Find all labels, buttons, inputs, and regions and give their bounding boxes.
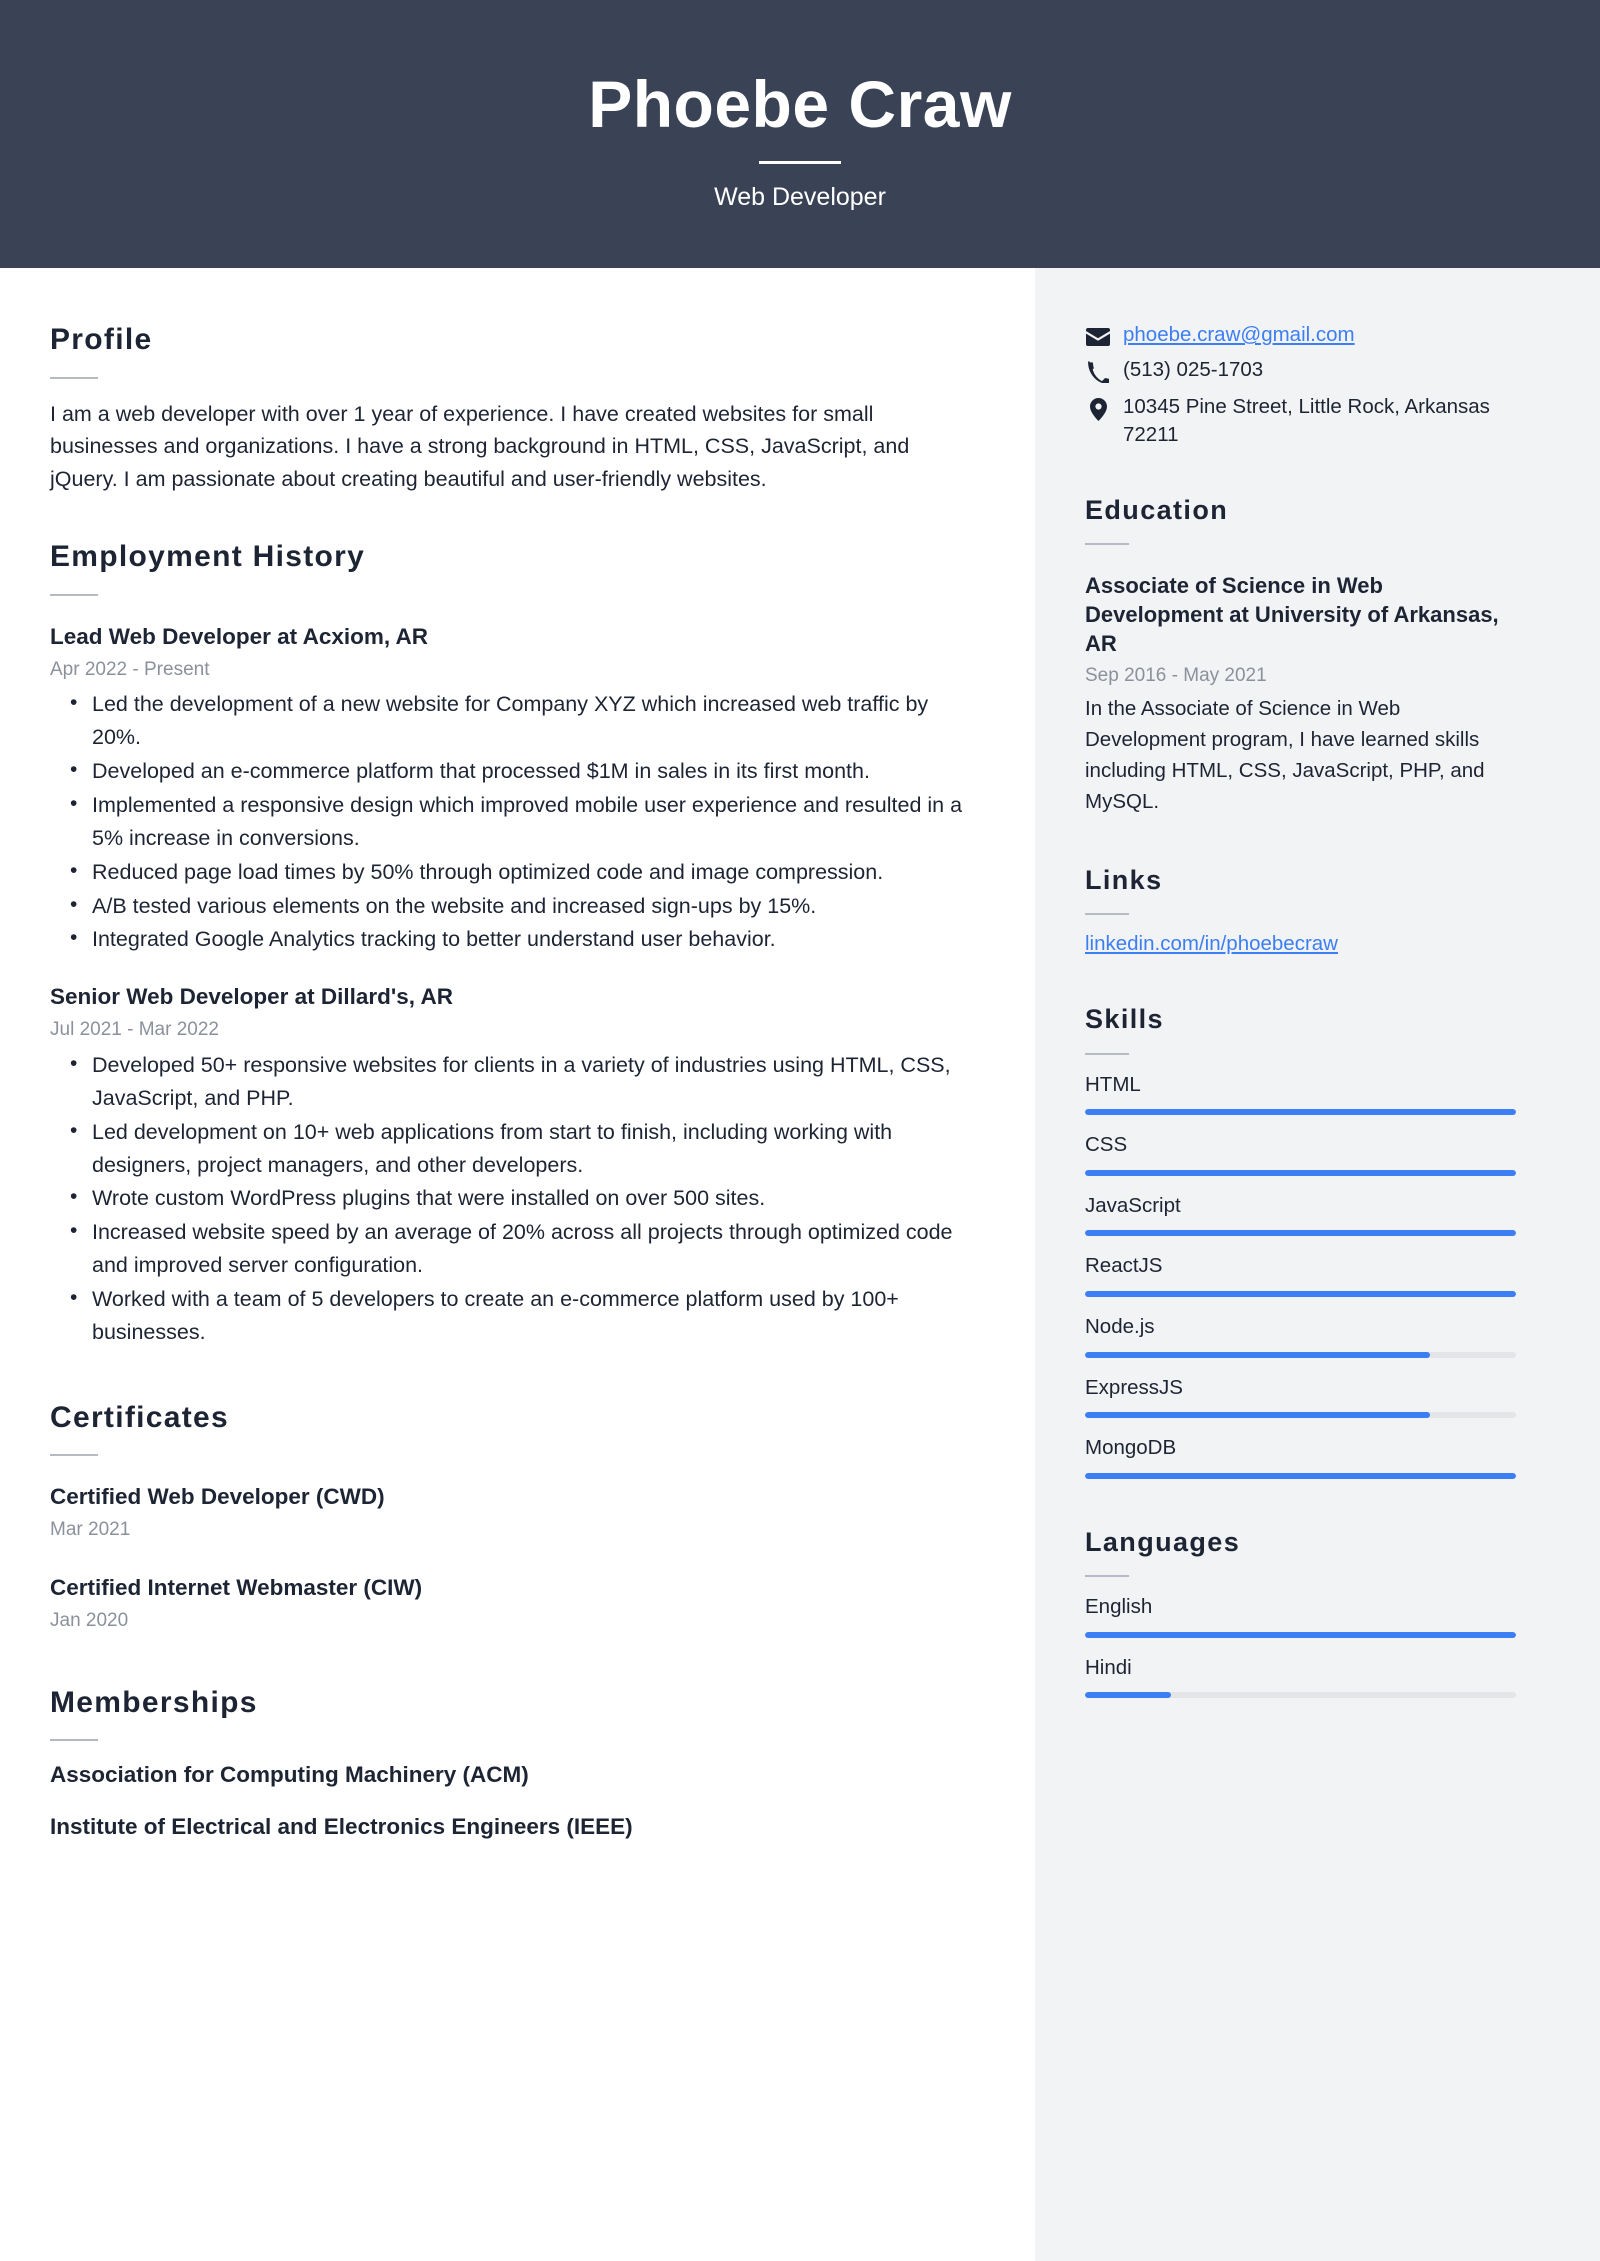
employment-entry <box>50 982 973 1349</box>
section-rule <box>50 1739 98 1741</box>
section-skills <box>1085 1004 1516 1479</box>
envelope-icon <box>1085 323 1111 346</box>
list-item: • Led development on 10+ web applications from start to finish, including working with designers, project managers, and other developers. <box>92 1116 973 1182</box>
profile-text: I am a web developer with over 1 year of experience. I have created websites for small businesses and organizations. I have a strong background in HTML, CSS, JavaScript, and jQuery. I am passionate about creating beautiful and user-friendly websites. <box>50 401 910 492</box>
skill-bar-track <box>1085 1412 1516 1418</box>
skill-item <box>1085 1132 1516 1176</box>
language-item <box>1085 1655 1516 1699</box>
certificate-entry <box>50 1573 973 1634</box>
section-employment-history <box>50 540 973 1349</box>
section-title-memberships: Memberships <box>50 1685 258 1719</box>
language-bar-track <box>1085 1692 1516 1698</box>
certificate-entry <box>50 1482 973 1543</box>
list-item: • Increased website speed by an average of 20% across all projects through optimized code and improved server configuration. <box>92 1216 973 1282</box>
skill-item <box>1085 1072 1516 1116</box>
skill-bar-fill <box>1085 1473 1516 1479</box>
section-education <box>1085 495 1516 818</box>
skill-bar-track <box>1085 1230 1516 1236</box>
education-entry <box>1085 571 1516 818</box>
main-column <box>0 268 1035 2261</box>
link-row[interactable] <box>1085 932 1516 956</box>
page-title: Phoebe Craw <box>588 67 1012 142</box>
section-title-certificates: Certificates <box>50 1400 230 1434</box>
skill-item <box>1085 1253 1516 1297</box>
section-title-profile: Profile <box>50 323 153 356</box>
sidebar-column <box>1035 268 1600 2261</box>
skill-bar-track <box>1085 1352 1516 1358</box>
email-link[interactable]: phoebe.craw@gmail.com <box>1123 323 1355 346</box>
contact-block <box>1085 323 1516 449</box>
skill-bar-fill <box>1085 1291 1516 1297</box>
section-title-employment: Employment History <box>50 540 366 574</box>
contact-email-row[interactable] <box>1085 323 1516 347</box>
skill-label: Node.js <box>1085 1315 1155 1339</box>
phone-number: (513) 025-1703 <box>1123 358 1264 381</box>
section-rule <box>50 377 98 379</box>
certificate-name: Certified Internet Webmaster (CIW) <box>50 1575 423 1600</box>
section-profile <box>50 323 973 496</box>
skill-bar-track <box>1085 1291 1516 1297</box>
membership-entry: Association for Computing Machinery (ACM) <box>50 1762 529 1788</box>
education-degree: Associate of Science in Web Development at University of Arkansas, AR <box>1085 572 1499 656</box>
list-item: • Developed an e-commerce platform that processed $1M in sales in its first month. <box>92 755 973 788</box>
skill-item <box>1085 1435 1516 1479</box>
section-title-links: Links <box>1085 865 1163 896</box>
list-item: • A/B tested various elements on the website and increased sign-ups by 15%. <box>92 890 973 923</box>
list-item: • Led the development of a new website for Company XYZ which increased web traffic by 20%. <box>92 688 973 754</box>
skill-label: JavaScript <box>1085 1193 1181 1217</box>
education-description: In the Associate of Science in Web Development program, I have learned skills including HTML, CSS, JavaScript, PHP, and MySQL. <box>1085 697 1485 813</box>
certificate-name: Certified Web Developer (CWD) <box>50 1484 385 1510</box>
section-title-education: Education <box>1085 494 1229 525</box>
resume-body <box>0 268 1600 2261</box>
skill-bar-fill <box>1085 1412 1430 1418</box>
header-divider <box>759 161 841 164</box>
skill-label: MongoDB <box>1085 1436 1177 1460</box>
section-title-skills: Skills <box>1085 1004 1164 1035</box>
education-date: Sep 2016 - May 2021 <box>1085 664 1267 686</box>
resume-header <box>0 0 1600 268</box>
skill-label: ExpressJS <box>1085 1375 1183 1399</box>
contact-phone-row <box>1085 356 1516 384</box>
phone-icon <box>1085 356 1111 383</box>
list-item: • Worked with a team of 5 developers to create an e-commerce platform used by 100+ businesses. <box>92 1283 973 1349</box>
language-label: English <box>1085 1595 1153 1619</box>
section-rule <box>1085 1575 1129 1577</box>
language-bar-track <box>1085 1632 1516 1638</box>
section-rule <box>1085 543 1129 545</box>
language-bar-fill <box>1085 1632 1516 1638</box>
skill-bar-track <box>1085 1109 1516 1115</box>
skill-bar-track <box>1085 1170 1516 1176</box>
skill-bar-track <box>1085 1473 1516 1479</box>
section-certificates <box>50 1401 973 1634</box>
list-item: • Implemented a responsive design which improved mobile user experience and resulted in a 5% increase in conversions. <box>92 789 973 855</box>
skill-bar-fill <box>1085 1170 1516 1176</box>
location-pin-icon <box>1085 393 1111 421</box>
section-rule <box>1085 1053 1129 1055</box>
list-item: • Reduced page load times by 50% through optimized code and image compression. <box>92 856 973 889</box>
list-item: • Integrated Google Analytics tracking to better understand user behavior. <box>92 923 973 956</box>
section-memberships <box>50 1686 973 1842</box>
skill-label: CSS <box>1085 1133 1128 1157</box>
header-job-title: Web Developer <box>714 182 886 211</box>
skill-label: ReactJS <box>1085 1254 1163 1278</box>
list-item: • Wrote custom WordPress plugins that were installed on over 500 sites. <box>92 1182 973 1215</box>
employment-entry <box>50 622 973 957</box>
language-bar-fill <box>1085 1692 1171 1698</box>
employment-date: Jul 2021 - Mar 2022 <box>50 1019 219 1041</box>
section-languages <box>1085 1527 1516 1698</box>
certificate-date: Jan 2020 <box>50 1609 129 1631</box>
language-item <box>1085 1594 1516 1638</box>
section-rule <box>50 1454 98 1456</box>
linkedin-link[interactable]: linkedin.com/in/phoebecraw <box>1085 932 1338 956</box>
skill-item <box>1085 1375 1516 1419</box>
skill-item <box>1085 1193 1516 1237</box>
skill-label: HTML <box>1085 1072 1141 1096</box>
employment-bullets <box>50 1049 973 1349</box>
skill-bar-fill <box>1085 1109 1516 1115</box>
certificate-date: Mar 2021 <box>50 1519 131 1541</box>
skill-item <box>1085 1314 1516 1358</box>
employment-role: Senior Web Developer at Dillard's, AR <box>50 984 453 1010</box>
language-label: Hindi <box>1085 1655 1132 1679</box>
section-rule <box>1085 913 1129 915</box>
section-rule <box>50 594 98 596</box>
address-text: 10345 Pine Street, Little Rock, Arkansas 72211 <box>1123 394 1490 446</box>
employment-bullets <box>50 688 973 956</box>
skill-bar-fill <box>1085 1230 1516 1236</box>
section-title-languages: Languages <box>1085 1526 1241 1557</box>
section-links <box>1085 865 1516 956</box>
employment-date: Apr 2022 - Present <box>50 658 210 680</box>
skill-bar-fill <box>1085 1352 1430 1358</box>
membership-entry: Institute of Electrical and Electronics Engineers (IEEE) <box>50 1813 633 1839</box>
list-item: • Developed 50+ responsive websites for clients in a variety of industries using HTML, CSS, JavaScript, and PHP. <box>92 1049 973 1115</box>
contact-address-row <box>1085 393 1516 449</box>
employment-role: Lead Web Developer at Acxiom, AR <box>50 623 429 649</box>
